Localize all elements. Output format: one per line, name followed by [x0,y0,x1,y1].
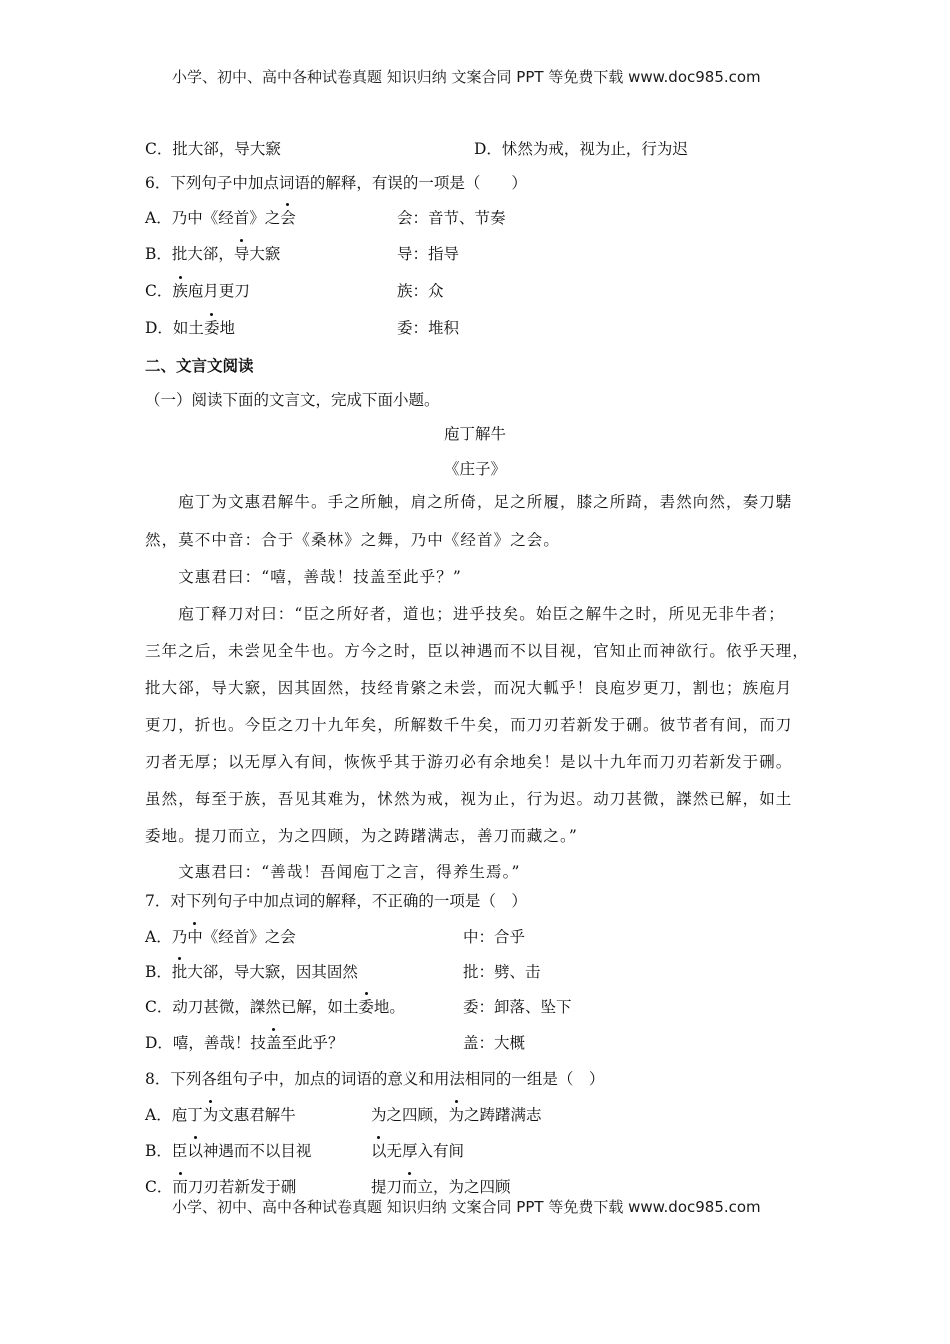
q8-option-b-right: 以无厚入有间 [371,1142,465,1160]
passage-line: 批大郤，导大窾，因其固然，技经肯綮之未尝，而况大軱乎！良庖岁更刀，割也；族庖月 [145,679,793,697]
q6-option-c: C．族庖月更刀 [145,282,250,300]
q8-stem: 8．下列各组句子中，加点的词语的意义和用法相同的一组是（ ） [145,1070,605,1088]
section-title: 二、文言文阅读 [145,357,254,375]
q7-option-b: B．批大郤，导大窾，因其固然 [145,963,358,981]
passage-line: 文惠君曰：“善哉！吾闻庖丁之言，得养生焉。” [145,863,521,881]
section-intro: （一）阅读下面的文言文，完成下面小题。 [145,391,440,409]
q6-option-c-gloss: 族：众 [397,282,444,300]
q8-option-a-right: 为之四顾，为之踌躇满志 [371,1106,542,1124]
q6-option-a: A．乃中《经首》之会 [145,209,296,227]
q7-stem: 7．对下列句子中加点词的解释，不正确的一项是（ ） [145,892,527,910]
page-header: 小学、初中、高中各种试卷真题 知识归纳 文案合同 PPT 等免费下载 www.doc985.com [172,68,761,86]
passage-line: 委地。提刀而立，为之四顾，为之踌躇满志，善刀而藏之。” [145,827,578,845]
q6-option-d-gloss: 委：堆积 [397,319,460,337]
q7-option-a: A．乃中《经首》之会 [145,928,296,946]
passage-line: 文惠君曰：“嘻，善哉！技盖至此乎？” [145,568,462,586]
passage-author: 《庄子》 [443,460,506,478]
q6-stem: 6．下列句子中加点词语的解释，有误的一项是（ ） [145,174,527,192]
passage-line: 更刀，折也。今臣之刀十九年矣，所解数千牛矣，而刀刃若新发于硎。彼节者有间，而刀 [145,716,793,734]
passage-line: 虽然，每至于族，吾见其难为，怵然为戒，视为止，行为迟。动刀甚微，謋然已解，如土 [145,790,793,808]
q7-option-a-gloss: 中：合乎 [463,928,526,946]
passage-line: 然，莫不中音：合于《桑林》之舞，乃中《经首》之会。 [145,531,561,549]
q5-option-c: C．批大郤，导大窾 [145,140,281,158]
q7-option-d: D．嘻，善哉！技盖至此乎？ [145,1034,344,1052]
q7-option-c-gloss: 委：卸落、坠下 [463,998,572,1016]
q8-option-b-left: B．臣以神遇而不以目视 [145,1142,312,1160]
q7-option-c: C．动刀甚微，謋然已解，如土委地。 [145,998,405,1016]
page-footer: 小学、初中、高中各种试卷真题 知识归纳 文案合同 PPT 等免费下载 www.doc985.com [172,1198,761,1216]
q6-option-b: B．批大郤，导大窾 [145,245,281,263]
q5-option-d: D．怵然为戒，视为止，行为迟 [474,140,688,158]
passage-line: 庖丁为文惠君解牛。手之所触，肩之所倚，足之所履，膝之所踦，砉然向然，奏刀騞 [145,493,793,511]
q8-option-c-left: C．而刀刃若新发于硎 [145,1178,297,1196]
q8-option-a-left: A．庖丁为文惠君解牛 [145,1106,296,1124]
q8-option-c-right: 提刀而立，为之四顾 [371,1178,511,1196]
q6-option-b-gloss: 导：指导 [397,245,460,263]
passage-title: 庖丁解牛 [443,425,506,443]
passage-line: 三年之后，未尝见全牛也。方今之时，臣以神遇而不以目视，官知止而神欲行。依乎天理， [145,642,810,660]
q6-option-a-gloss: 会：音节、节奏 [397,209,506,227]
q6-option-d: D．如土委地 [145,319,235,337]
passage-line: 庖丁释刀对曰：“臣之所好者，道也；进乎技矣。始臣之解牛之时，所见无非牛者； [145,605,785,623]
q7-option-b-gloss: 批：劈、击 [463,963,541,981]
passage-line: 刃者无厚；以无厚入有间，恢恢乎其于游刃必有余地矣！是以十九年而刀刃若新发于硎。 [145,753,793,771]
q7-option-d-gloss: 盖：大概 [463,1034,526,1052]
